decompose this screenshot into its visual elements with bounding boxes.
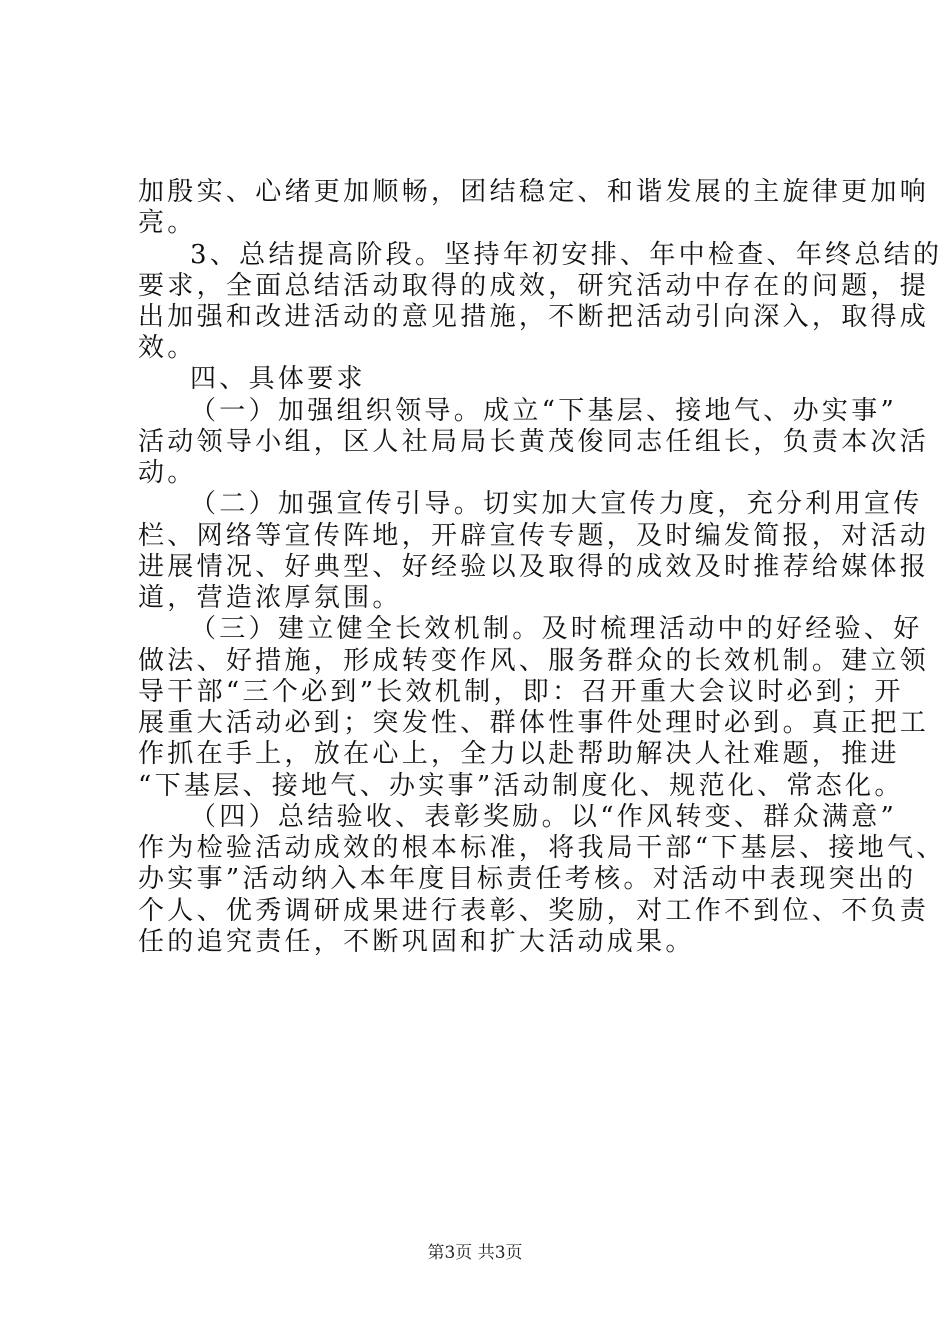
body-text-line: 亮。 [138,208,197,238]
body-text-line: 加殷实、心绪更加顺畅，团结稳定、和谐发展的主旋律更加响 [138,177,930,207]
body-text-line: 任的追究责任，不断巩固和扩大活动成果。 [138,927,695,957]
body-text-line: 栏、网络等宣传阵地，开辟宣传专题，及时编发简报，对活动 [138,521,930,551]
body-text-line: 出加强和改进活动的意见措施，不断把活动引向深入，取得成 [138,302,930,332]
section-heading: 四、具体要求 [190,364,366,394]
body-text-line: 效。 [138,333,197,363]
body-text-line: “下基层、接地气、办实事”活动制度化、规范化、常态化。 [138,771,904,801]
body-text-line: 做法、好措施，形成转变作风、服务群众的长效机制。建立领 [138,646,930,676]
body-text-line: 活动领导小组，区人社局局长黄茂俊同志任组长，负责本次活 [138,427,930,457]
page-number-footer: 第3页 共3页 [427,1243,523,1263]
body-text-line: 进展情况、好典型、好经验以及取得的成效及时推荐给媒体报 [138,552,930,582]
body-text-line: 作为检验活动成效的根本标准，将我局干部“下基层、接地气、 [138,833,946,863]
body-text-line: （二）加强宣传引导。切实加大宣传力度，充分利用宣传 [190,489,923,519]
body-text-line: 展重大活动必到；突发性、群体性事件处理时必到。真正把工 [138,708,930,738]
body-text-line: 道，营造浓厚氛围。 [138,583,402,613]
body-text-line: 动。 [138,458,197,488]
body-text-line: 导干部“三个必到”长效机制，即：召开重大会议时必到；开 [138,677,904,707]
body-text-line: 要求，全面总结活动取得的成效，研究活动中存在的问题，提 [138,271,930,301]
body-text-line: 个人、优秀调研成果进行表彰、奖励，对工作不到位、不负责 [138,896,930,926]
body-text-line: （四）总结验收、表彰奖励。以“作风转变、群众满意” [190,802,898,832]
body-text-line: （一）加强组织领导。成立“下基层、接地气、办实事” [190,396,898,426]
body-text-line: 办实事”活动纳入本年度目标责任考核。对活动中表现突出的 [138,864,917,894]
body-text-line: 作抓在手上，放在心上，全力以赴帮助解决人社难题，推进 [138,739,900,769]
body-text-line: （三）建立健全长效机制。及时梳理活动中的好经验、好 [190,614,923,644]
body-text-line: 3、总结提高阶段。坚持年初安排、年中检查、年终总结的 [190,240,943,270]
